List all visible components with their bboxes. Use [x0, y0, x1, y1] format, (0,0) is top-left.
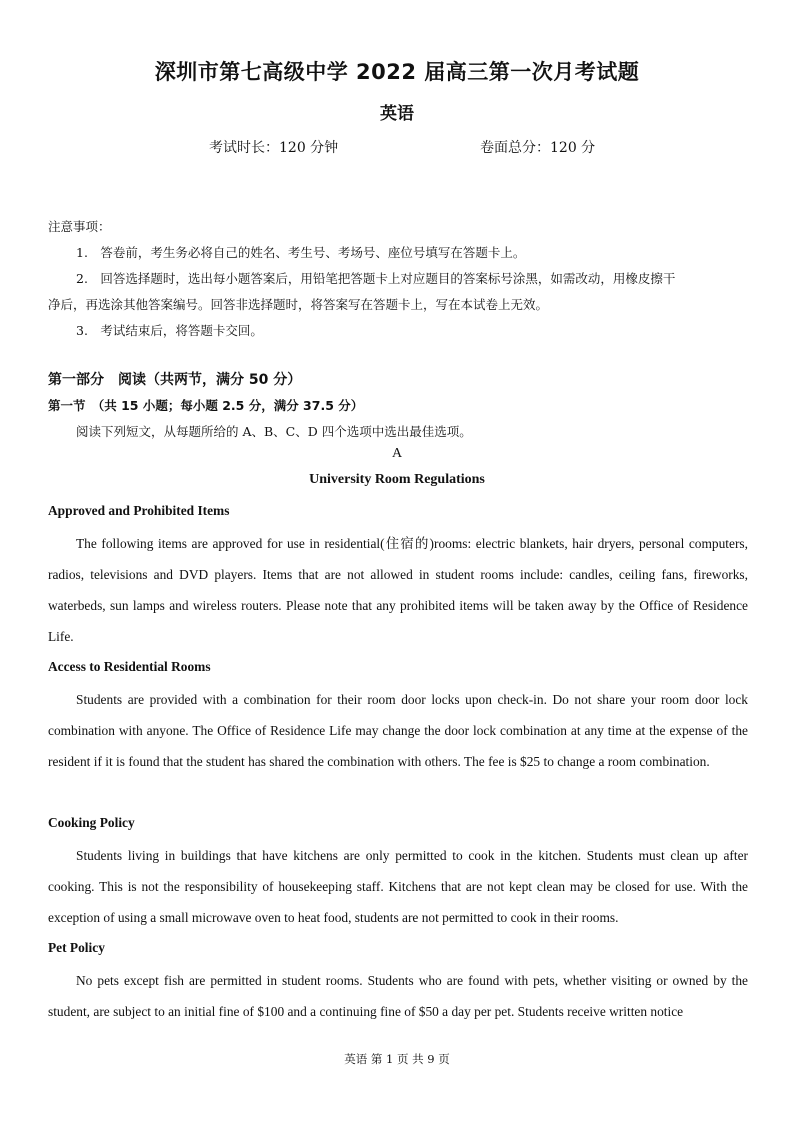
exam-title: 深圳市第七高级中学 2022 届高三第一次月考试题 — [154, 60, 640, 84]
notice-item-2: 2. 回答选择题时，选出每小题答案后，用铅笔把答题卡上对应题目的答案标号涂黑，如需改动，用橡皮擦干 — [76, 271, 676, 286]
notice-item-1: 1. 答卷前，考生务必将自己的姓名、考生号、考场号、座位号填写在答题卡上。 — [76, 245, 526, 260]
section-text-cooking: Students living in buildings that have kitchens are only permitted to cook in the kitchen. Students must clean up after cooking. This is not the responsibility of housekeeping staff. Kitchens that are not kept clean may be closed for use. With the exception of using a small microwave oven to heat food, students are not permitted to cook in their rooms. — [48, 848, 748, 925]
passage-title: University Room Regulations — [309, 472, 485, 487]
passage-label: A — [391, 446, 403, 461]
section-title: 第一节 （共 15 小题；每小题 2.5 分，满分 37.5 分） — [48, 398, 364, 413]
instruction: 阅读下列短文，从每题所给的 A、B、C、D 四个选项中选出最佳选项。 — [76, 424, 472, 439]
section-heading-pets: Pet Policy — [48, 940, 105, 955]
section-text-pets: No pets except fish are permitted in student rooms. Students who are found with pets, whether visiting or owned by the student, are subject to an initial fine of $100 and a continuing fine of $50 a day per pet. Students receive written notice — [48, 973, 748, 1019]
section-heading-access: Access to Residential Rooms — [48, 659, 211, 674]
notice-item-2-cont: 净后，再选涂其他答案编号。回答非选择题时，将答案写在答题卡上，写在本试卷上无效。 — [48, 297, 549, 312]
section-text-items: The following items are approved for use in residential(住宿的)rooms: electric blankets, hair dryers, personal computers, radios, televisions and DVD players. Items that are not allowed in student rooms include: candles, ceiling fans, fireworks, waterbeds, sun lamps and wireless routers. Please note that any prohibited items will be taken away by the Office of Residence Life. — [48, 536, 748, 644]
notice-item-3: 3. 考试结束后，将答题卡交回。 — [76, 323, 263, 338]
page-footer: 英语 第 1 页 共 9 页 — [344, 1052, 450, 1066]
subject-title: 英语 — [380, 104, 414, 124]
section-heading-items: Approved and Prohibited Items — [48, 503, 230, 518]
total-score: 卷面总分：120 分 — [480, 140, 596, 156]
notice-heading: 注意事项： — [48, 219, 111, 234]
part-title: 第一部分 阅读（共两节，满分 50 分） — [48, 372, 302, 388]
section-heading-cooking: Cooking Policy — [48, 815, 135, 830]
section-text-access: Students are provided with a combination for their room door locks upon check-in. Do not share your room door lock combination with anyone. The Office of Residence Life may change the door lock combination at any time at the expense of the resident if it is found that the student has shared the combination with others. The fee is $25 to change a room combination. — [48, 692, 748, 769]
exam-duration: 考试时长：120 分钟 — [209, 140, 339, 156]
